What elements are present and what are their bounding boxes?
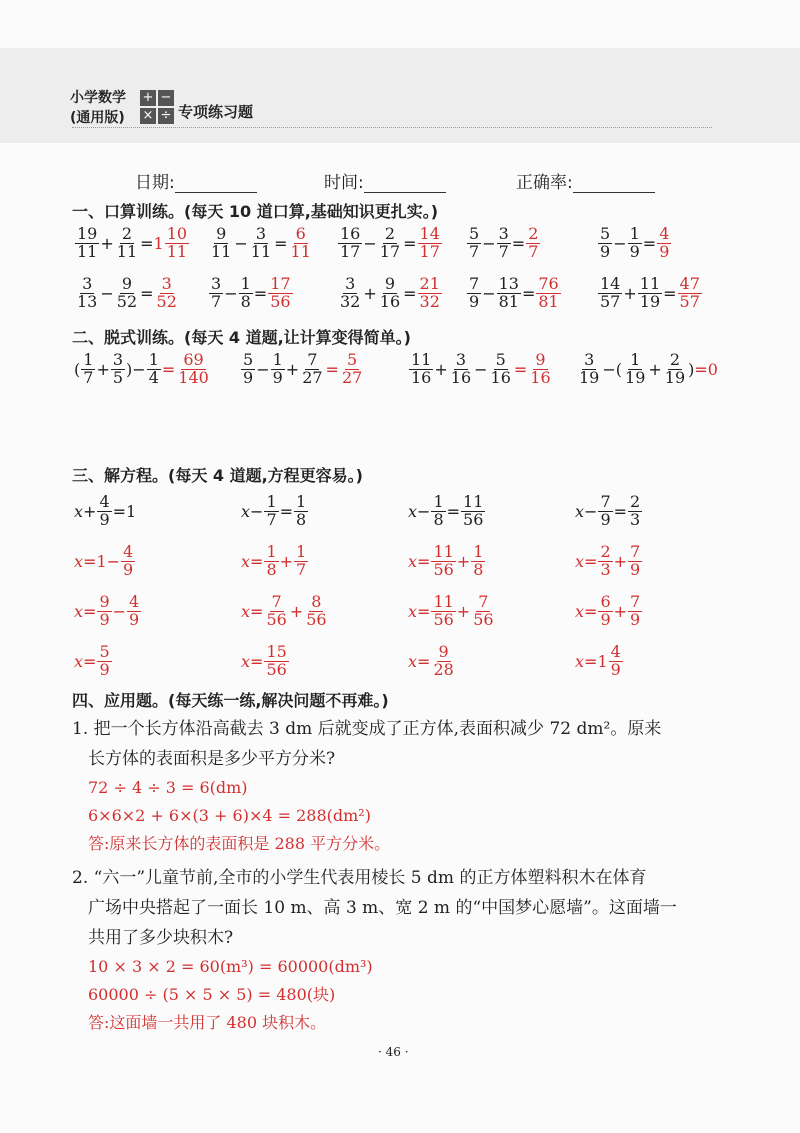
operator: +	[83, 501, 97, 521]
operator: −	[250, 501, 264, 521]
operator: −	[234, 233, 248, 253]
fraction: 3 7	[211, 274, 222, 311]
operator: +	[456, 601, 471, 621]
time-blank	[364, 174, 446, 193]
time-field	[324, 168, 446, 193]
word-problem-2	[72, 863, 677, 1037]
operator: =	[417, 551, 431, 571]
fraction: $\frac{3}{11}$	[250, 224, 272, 261]
operator: =	[584, 651, 598, 671]
fraction: $\frac{1}{4}$	[148, 350, 159, 387]
fraction: $\frac{1}{8}$	[240, 274, 251, 311]
answer-line: 10 × 3 × 2 = 60(m³) = 60000(dm³)	[88, 957, 373, 976]
fraction: 19 11	[77, 224, 98, 261]
oral-problem	[466, 226, 541, 261]
operator: −	[100, 283, 114, 303]
fraction: $\frac{8}{56}$	[306, 592, 327, 629]
operator: =	[250, 601, 264, 621]
operator-icons	[140, 90, 176, 126]
fraction: $\frac{9}{16}$	[379, 274, 401, 311]
fraction: $\frac{7}{9}$	[630, 542, 641, 579]
answer-fraction: 4 9	[659, 224, 670, 261]
variable-x: x	[575, 601, 585, 621]
operator: =	[83, 551, 97, 571]
operator: +	[363, 283, 377, 303]
section-oral-heading: 一、口算训练。(每天 10 道口算,基础知识更扎实。)	[72, 202, 439, 221]
variable-x: x	[241, 601, 251, 621]
fraction: $\frac{1}{8}$	[296, 492, 307, 529]
equals: =	[642, 233, 657, 253]
equals: =	[274, 233, 288, 253]
operator: +	[613, 551, 628, 571]
plus-icon: +	[140, 90, 156, 106]
fraction: $\frac{11}{56}$	[463, 492, 484, 529]
answer-value: 0	[707, 359, 718, 379]
fraction: 5 9	[600, 224, 611, 261]
fraction: 7 9	[469, 274, 480, 311]
equals: =	[403, 233, 417, 253]
fraction: 1 7	[83, 350, 94, 387]
equals: =	[140, 283, 154, 303]
answer-line: 60000 ÷ (5 × 5 × 5) = 480(块)	[88, 985, 336, 1004]
operator: −	[482, 233, 496, 253]
date-field	[135, 168, 257, 193]
time-label: 时间:	[324, 173, 364, 193]
equation-step	[241, 644, 290, 679]
operator: =	[83, 651, 97, 671]
fraction: $\frac{1}{8}$	[433, 492, 444, 529]
variable-x: x	[408, 651, 418, 671]
equation-step	[241, 544, 309, 579]
equation-step	[408, 594, 497, 629]
answer-fraction: 3 52	[156, 274, 177, 311]
operator: +	[289, 601, 304, 621]
page-number: · 46 ·	[378, 1045, 409, 1059]
fraction: $\frac{1}{7}$	[296, 542, 307, 579]
operator: −	[363, 233, 377, 253]
equals: =	[521, 283, 536, 303]
divide-icon: ÷	[158, 108, 174, 124]
operator: =	[112, 501, 127, 521]
answer-fraction: $\frac{69}{140}$	[178, 350, 209, 387]
oral-problem	[337, 226, 443, 261]
operator: −	[482, 283, 496, 303]
fraction: 4 9	[610, 642, 621, 679]
fraction: $\frac{11}{56}$	[433, 542, 454, 579]
fraction: $\frac{1}{9}$	[629, 224, 640, 261]
problem-text-line: 2. “六一”儿童节前,全市的小学生代表用棱长 5 dm 的正方体塑料积木在体育	[72, 868, 647, 888]
accuracy-label: 正确率:	[516, 173, 573, 193]
fraction: $\frac{9}{28}$	[433, 642, 454, 679]
variable-x: x	[408, 551, 418, 571]
fraction: $\frac{4}{9}$	[123, 542, 134, 579]
fraction: $\frac{2}{3}$	[630, 492, 641, 529]
fraction: $\frac{3}{7}$	[498, 224, 509, 261]
answer-line: 6×6×2 + 6×(3 + 6)×4 = 288(dm²)	[88, 806, 371, 825]
stepwise-problem-4: 3 19 − ( 1 19 + $\frac{2}{19}$ ) = 0	[579, 350, 718, 387]
fraction: $\frac{9}{9}$	[99, 592, 110, 629]
oral-problem	[337, 276, 443, 311]
fraction: $\frac{3}{5}$	[112, 350, 124, 387]
operator: −	[112, 601, 127, 621]
fraction: 3 32	[340, 274, 361, 311]
date-label: 日期:	[135, 173, 175, 193]
operator: +	[279, 551, 294, 571]
fraction: 14 57	[600, 274, 621, 311]
oral-problem	[466, 276, 562, 311]
fraction: $\frac{2}{11}$	[116, 224, 138, 261]
header-divider	[72, 127, 712, 128]
equation-step	[74, 644, 113, 679]
variable-x: x	[241, 651, 251, 671]
equals: =	[403, 283, 417, 303]
fraction: $\frac{4}{9}$	[129, 592, 140, 629]
oral-problem	[74, 226, 190, 261]
times-icon: ×	[140, 108, 156, 124]
oral-problem	[74, 276, 180, 311]
fraction: $\frac{9}{52}$	[116, 274, 138, 311]
operator: −	[224, 283, 238, 303]
answer-fraction: 47 57	[679, 274, 700, 311]
answer-fraction: 14 17	[419, 224, 440, 261]
oral-problem	[597, 276, 703, 311]
brand-line2: (通用版)	[70, 110, 125, 126]
operator: =	[446, 501, 461, 521]
equation-step	[575, 594, 643, 629]
fraction: $\frac{11}{56}$	[433, 592, 454, 629]
section-equation-heading: 三、解方程。(每天 4 道题,方程更容易。)	[72, 466, 363, 485]
oral-problem	[597, 226, 672, 261]
fraction: $\frac{11}{19}$	[639, 274, 661, 311]
fraction: $\frac{15}{56}$	[266, 642, 287, 679]
variable-x: x	[74, 551, 84, 571]
answer-fraction: 10 11	[166, 224, 188, 261]
equation	[575, 494, 643, 529]
variable-x: x	[241, 501, 251, 521]
operator: +	[456, 551, 471, 571]
stepwise-problem-1: ( 1 7 + $\frac{3}{5}$ ) − $\frac{1}{4}$ = $\frac{69}{140}$	[74, 350, 209, 387]
problem-text-line: 广场中央搭起了一面长 10 m、高 3 m、宽 2 m 的“中国梦心愿墙”。这面墙一	[88, 898, 677, 918]
variable-x: x	[575, 501, 585, 521]
equals: =	[663, 283, 677, 303]
equation-step	[74, 594, 142, 629]
variable-x: x	[575, 551, 585, 571]
variable-x: x	[74, 651, 84, 671]
problem-text-line: 共用了多少块积木?	[88, 928, 234, 948]
equation-step	[408, 644, 457, 679]
brand	[70, 88, 126, 128]
section-word-problems-heading: 四、应用题。(每天练一练,解决问题不再难。)	[72, 691, 389, 710]
brand-line1: 小学数学	[70, 90, 126, 106]
fraction: $\frac{1}{8}$	[473, 542, 484, 579]
fraction: $\frac{4}{9}$	[99, 492, 110, 529]
fraction: 16 17	[340, 224, 361, 261]
equation	[408, 494, 486, 529]
equation	[241, 494, 309, 529]
equals: =	[511, 233, 526, 253]
answer-whole: 1	[153, 233, 164, 253]
operator: =	[584, 551, 598, 571]
fraction: $\frac{7}{9}$	[600, 492, 611, 529]
equation-step	[408, 544, 486, 579]
operator: +	[100, 233, 114, 253]
variable-x: x	[408, 501, 418, 521]
operator: −	[417, 501, 431, 521]
stepwise-problem-2: 5 9 − $\frac{1}{9}$ + $\frac{7}{27}$ = $\frac{5}{27}$	[243, 350, 363, 387]
fraction: $\frac{2}{17}$	[379, 224, 401, 261]
operator: =	[279, 501, 294, 521]
fraction: 9 11	[211, 224, 232, 261]
fraction: $\frac{13}{81}$	[498, 274, 519, 311]
variable-x: x	[408, 601, 418, 621]
fraction: $\frac{5}{9}$	[99, 642, 110, 679]
fraction: $\frac{1}{8}$	[266, 542, 277, 579]
equation-step	[241, 594, 330, 629]
equation: x + $\frac{4}{9}$ = 1	[74, 492, 137, 529]
operator: +	[623, 283, 637, 303]
minus-icon: −	[158, 90, 174, 106]
date-blank	[175, 174, 257, 193]
oral-problem	[208, 226, 314, 261]
operator: =	[417, 651, 431, 671]
fraction: $\frac{6}{9}$	[600, 592, 611, 629]
problem-text-line: 长方体的表面积是多少平方分米?	[88, 749, 336, 769]
section-stepwise-heading: 二、脱式训练。(每天 4 道题,让计算变得简单。)	[72, 328, 411, 347]
equation-step: x = 1 4 9	[575, 642, 621, 679]
answer-line: 答:原来长方体的表面积是 288 平方分米。	[88, 834, 391, 853]
equation-step	[575, 544, 643, 579]
oral-problem	[208, 276, 294, 311]
fraction: 3 13	[77, 274, 98, 311]
variable-x: x	[74, 601, 84, 621]
page-header-title: 专项练习题	[178, 103, 254, 121]
answer-line: 72 ÷ 4 ÷ 3 = 6(dm)	[88, 778, 248, 797]
operator: =	[613, 501, 628, 521]
word-problem-1	[72, 714, 661, 858]
fraction: $\frac{2}{3}$	[600, 542, 611, 579]
stepwise-problem-3: 11 16 + $\frac{3}{16}$ − $\frac{5}{16}$ = $\frac{9}{16}$	[411, 350, 551, 387]
fraction: 5 7	[469, 224, 480, 261]
fraction: $\frac{1}{7}$	[266, 492, 277, 529]
answer-fraction: 6 11	[290, 224, 311, 261]
operator: =	[250, 551, 264, 571]
accuracy-field	[516, 168, 655, 193]
fraction: $\frac{7}{56}$	[473, 592, 494, 629]
operator: =	[83, 601, 97, 621]
variable-x: x	[241, 551, 251, 571]
answer-fraction: 21 32	[419, 274, 440, 311]
answer-fraction: 2 7	[528, 224, 539, 261]
operator: −	[106, 551, 121, 571]
fraction: $\frac{7}{56}$	[266, 592, 287, 629]
operator: =	[584, 601, 598, 621]
operator: =	[417, 601, 431, 621]
answer-fraction: $\frac{5}{27}$	[341, 350, 363, 387]
equation-step: x = 1 − $\frac{4}{9}$	[74, 542, 134, 579]
answer-fraction: 76 81	[538, 274, 559, 311]
equals: =	[140, 233, 154, 253]
problem-text-line: 1. 把一个长方体沿高截去 3 dm 后就变成了正方体,表面积减少 72 dm²。原来	[72, 719, 662, 739]
fraction: $\frac{7}{9}$	[630, 592, 641, 629]
answer-line: 答:这面墙一共用了 480 块积木。	[88, 1013, 327, 1032]
operator: +	[613, 601, 628, 621]
operator: =	[250, 651, 264, 671]
operator: −	[613, 233, 627, 253]
operator: −	[584, 501, 598, 521]
variable-x: x	[74, 501, 84, 521]
accuracy-blank	[573, 174, 655, 193]
answer-fraction: $\frac{9}{16}$	[530, 350, 551, 387]
equals: =	[253, 283, 268, 303]
variable-x: x	[575, 651, 585, 671]
answer-fraction: 17 56	[270, 274, 291, 311]
